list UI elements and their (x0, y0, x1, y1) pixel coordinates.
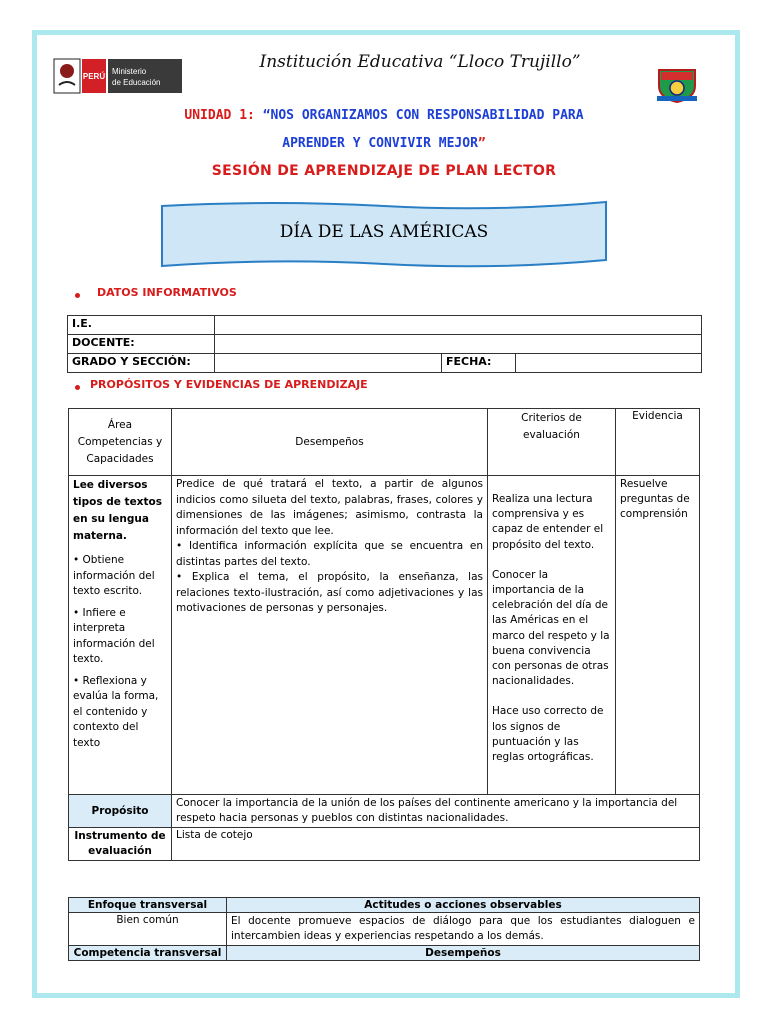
capacidad-1: • Obtiene información del texto escrito. (73, 554, 155, 597)
unit-label: UNIDAD 1: (184, 108, 263, 123)
table-header-row (69, 409, 700, 476)
propositos-table (68, 408, 700, 861)
col-actitudes: Actitudes o acciones observables (227, 898, 700, 913)
evidencia-text: Resuelve preguntas de comprensión (616, 476, 700, 795)
unit-close-quote: ” (477, 136, 486, 151)
table-row (69, 828, 700, 861)
col-criterios: Criterios de evaluación (488, 409, 616, 476)
instrumento-text: Lista de cotejo (172, 828, 700, 861)
table-row (68, 354, 702, 373)
capacidad-3: • Reflexiona y evalúa la forma, el contenido y contexto del texto (73, 674, 159, 749)
ministry-country: PERÚ (82, 72, 106, 81)
table-row (68, 335, 702, 354)
capacidad-2: • Infiere e interpreta información del texto. (73, 606, 155, 665)
proposito-text: Conocer la importancia de la unión de los países del continente americano y la importancia del respeto hacia personas y pueblos con distintas nacionalidades. (172, 795, 700, 828)
desempeno-1: Predice de qué tratará el texto, a partir de algunos indicios como silueta del texto, palabras, frases, colores y dimensiones de las imágenes; asimismo, contrasta la información del texto que lee. (176, 478, 483, 537)
banner-title: DÍA DE LAS AMÉRICAS (279, 222, 489, 242)
fecha-field[interactable] (516, 354, 702, 373)
competencia: Lee diversos tipos de textos en su lengua materna. (73, 479, 162, 542)
school-name: Institución Educativa “Lloco Trujillo” (259, 52, 581, 72)
col-competencia: Competencia transversal (69, 946, 227, 961)
criterio-3: Hace uso correcto de los signos de puntuación y las reglas ortográficas. (492, 705, 604, 764)
session-title: SESIÓN DE APRENDIZAJE DE PLAN LECTOR (211, 163, 557, 179)
col-evidencia: Evidencia (616, 409, 700, 476)
table-row (69, 795, 700, 828)
col-desempenos-transversal: Desempeños (227, 946, 700, 961)
grado-label: GRADO Y SECCIÓN: (68, 354, 215, 373)
unit-title-line1 (0, 108, 768, 123)
enfoque-table (68, 897, 700, 961)
unit-title-part2: APRENDER Y CONVIVIR MEJOR (282, 136, 478, 151)
ministry-logo (52, 55, 184, 97)
datos-table (67, 315, 702, 373)
fecha-label: FECHA: (442, 354, 516, 373)
enfoque-name: Bien común (69, 913, 227, 946)
grado-field[interactable] (215, 354, 442, 373)
criterio-1: Realiza una lectura comprensiva y es capaz de entender el propósito del texto. (492, 493, 604, 551)
unit-title-line2 (0, 136, 768, 151)
ministry-name-line1: Ministerio (112, 67, 147, 76)
instrumento-label: Instrumento de evaluación (69, 828, 172, 861)
col-desempenos: Desempeños (172, 409, 488, 476)
desempeno-3: • Explica el tema, el propósito, la enseñanza, las relaciones texto-ilustración, así como adjetivaciones y las motivaciones de personas y personajes. (176, 571, 483, 614)
propositos-heading: PROPÓSITOS Y EVIDENCIAS DE APRENDIZAJE (90, 378, 368, 391)
col-enfoque: Enfoque transversal (69, 898, 227, 913)
datos-heading: DATOS INFORMATIVOS (97, 286, 237, 299)
bullet-icon (75, 293, 80, 298)
ie-label: I.E. (68, 316, 215, 335)
ministry-name-line2: de Educación (112, 78, 161, 87)
bullet-icon (75, 385, 80, 390)
ie-field[interactable] (215, 316, 702, 335)
proposito-label: Propósito (69, 795, 172, 828)
table-header-row (69, 946, 700, 961)
docente-label: DOCENTE: (68, 335, 215, 354)
docente-field[interactable] (215, 335, 702, 354)
desempeno-2: • Identifica información explícita que se encuentra en distintas partes del texto. (176, 540, 483, 568)
table-row (68, 316, 702, 335)
table-header-row (69, 898, 700, 913)
col-area: Área Competencias y Capacidades (69, 409, 172, 476)
school-crest-icon (655, 64, 699, 104)
unit-title-part1: “NOS ORGANIZAMOS CON RESPONSABILIDAD PARA (262, 108, 584, 123)
actitud-text: El docente promueve espacios de diálogo para que los estudiantes dialoguen e intercambien ideas y experiencias respetando a los demás. (227, 913, 700, 946)
table-row (69, 476, 700, 795)
table-row (69, 913, 700, 946)
criterio-2: Conocer la importancia de la celebración del día de las Américas en el marco del respeto y la buena convivencia con personas de otras nacionalidades. (492, 568, 610, 688)
